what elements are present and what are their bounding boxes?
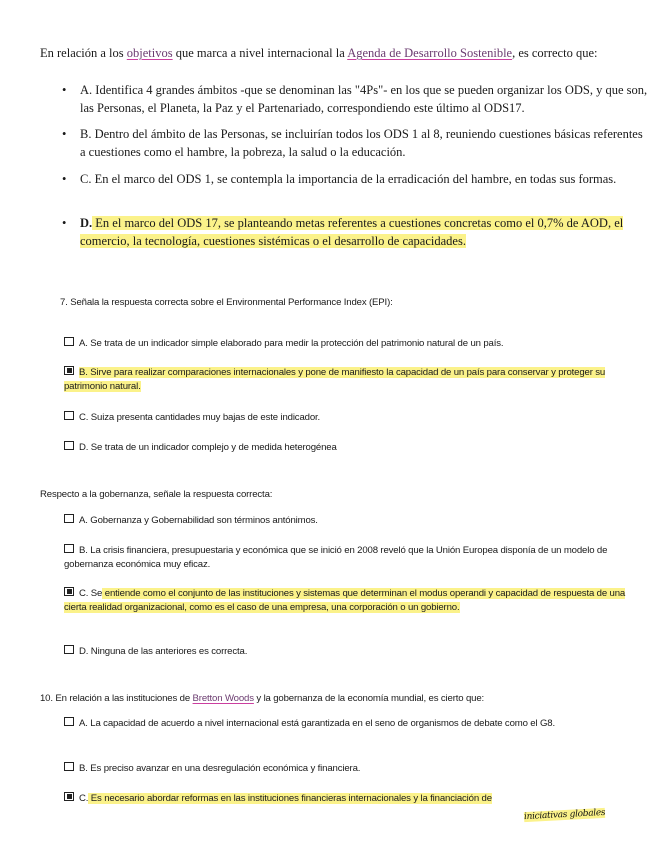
highlighted-answer: En el marco del ODS 17, se planteando metas referentes a cuestiones concretas como el 0,7% de AOD, el comercio, la tecnología, cuestiones sistémicas o el desarrollo de capacidades. [80,216,624,248]
question-epi-stem: 7. Señala la respuesta correcta sobre el Environmental Performance Index (EPI): [60,297,393,308]
option-ods-a: • A. Identifica 4 grandes ámbitos -que se denominan las "4Ps"- en los que se pueden organizar los ODS, y que son, las Personas, el Planeta, la Paz y el Partenariado, correspondiendo este último al ODS17. [62,83,648,115]
option-gob-d: D. Ninguna de las anteriores es correcta. [40,645,630,659]
option-epi-d: D. Se trata de un indicador complejo y de medida heterogénea [40,441,630,455]
link-agenda-desarrollo-sostenible[interactable]: Agenda de Desarrollo Sostenible [347,46,513,60]
option-bw-c: C. Es necesario abordar reformas en las instituciones financieras internacionales y la financiación de [40,792,630,806]
handwritten-annotation: iniciativas globales [523,807,606,823]
checkbox-checked-icon[interactable] [64,587,74,596]
checkbox-icon[interactable] [64,762,74,771]
checkbox-icon[interactable] [64,441,74,450]
option-epi-a: A. Se trata de un indicador simple elaborado para medir la protección del patrimonio natural de un país. [40,337,630,351]
bullet-icon: • [62,83,67,97]
question-bretton-woods-stem: 10. En relación a las instituciones de Bretton Woods y la gobernanza de la economía mundial, es cierto que: [40,693,485,704]
option-ods-d: • D. En el marco del ODS 17, se planteando metas referentes a cuestiones concretas como el 0,7% de AOD, el comercio, la tecnología, cuestiones sistémicas o el desarrollo de capacidades. [62,216,624,248]
option-epi-c: C. Suiza presenta cantidades muy bajas de este indicador. [40,411,630,425]
checkbox-icon[interactable] [64,411,74,420]
highlighted-answer: entiende como el conjunto de las instituciones y sistemas que determinan el modus operandi y capacidad de respuesta de una cierta realidad organizacional, como es el caso de una empresa, una corporación o un gobierno. [64,588,626,613]
option-ods-b: • B. Dentro del ámbito de las Personas, se incluirían todos los ODS 1 al 8, reuniendo cuestiones básicas referentes a cuestiones como el hambre, la pobreza, la salud o la educación. [62,127,643,159]
bullet-icon: • [62,172,67,186]
option-gob-a: A. Gobernanza y Gobernabilidad son términos antónimos. [40,514,630,528]
checkbox-icon[interactable] [64,337,74,346]
highlighted-answer: Es necesario abordar reformas en las instituciones financieras internacionales y la financiación de [88,793,492,804]
link-bretton-woods[interactable]: Bretton Woods [192,693,254,704]
checkbox-checked-icon[interactable] [64,792,74,801]
checkbox-icon[interactable] [64,514,74,523]
highlighted-answer: B. Sirve para realizar comparaciones internacionales y pone de manifiesto la capacidad de un país para conservar y proteger su patrimonio natural. [64,367,606,392]
option-ods-c: • C. En el marco del ODS 1, se contempla la importancia de la erradicación del hambre, en todas sus formas. [60,171,650,189]
checkbox-icon[interactable] [64,544,74,553]
question-gobernanza-stem: Respecto a la gobernanza, señale la respuesta correcta: [40,489,273,500]
question-ods-stem: En relación a los objetivos que marca a nivel internacional la Agenda de Desarrollo Sostenible, es correcto que: [40,46,598,60]
option-bw-a: A. La capacidad de acuerdo a nivel internacional está garantizada en el seno de organismos de debate como el G8. [40,717,630,731]
option-gob-c: C. Se entiende como el conjunto de las instituciones y sistemas que determinan el modus operandi y capacidad de respuesta de una cierta realidad organizacional, como es el caso de una empresa, una corporación o un gobierno. [64,588,626,613]
bullet-icon: • [62,127,67,141]
checkbox-icon[interactable] [64,645,74,654]
option-epi-b [40,366,630,394]
option-gob-b: B. La crisis financiera, presupuestaria y económica que se inició en 2008 reveló que la Unión Europea disponía de un modelo de gobernanza económica muy eficaz. [64,545,608,570]
checkbox-checked-icon[interactable] [64,366,74,375]
option-bw-b: B. Es preciso avanzar en una desregulación económica y financiera. [40,762,630,776]
highlight-objetivos: objetivos [126,46,173,60]
checkbox-icon[interactable] [64,717,74,726]
bullet-icon: • [62,216,67,230]
